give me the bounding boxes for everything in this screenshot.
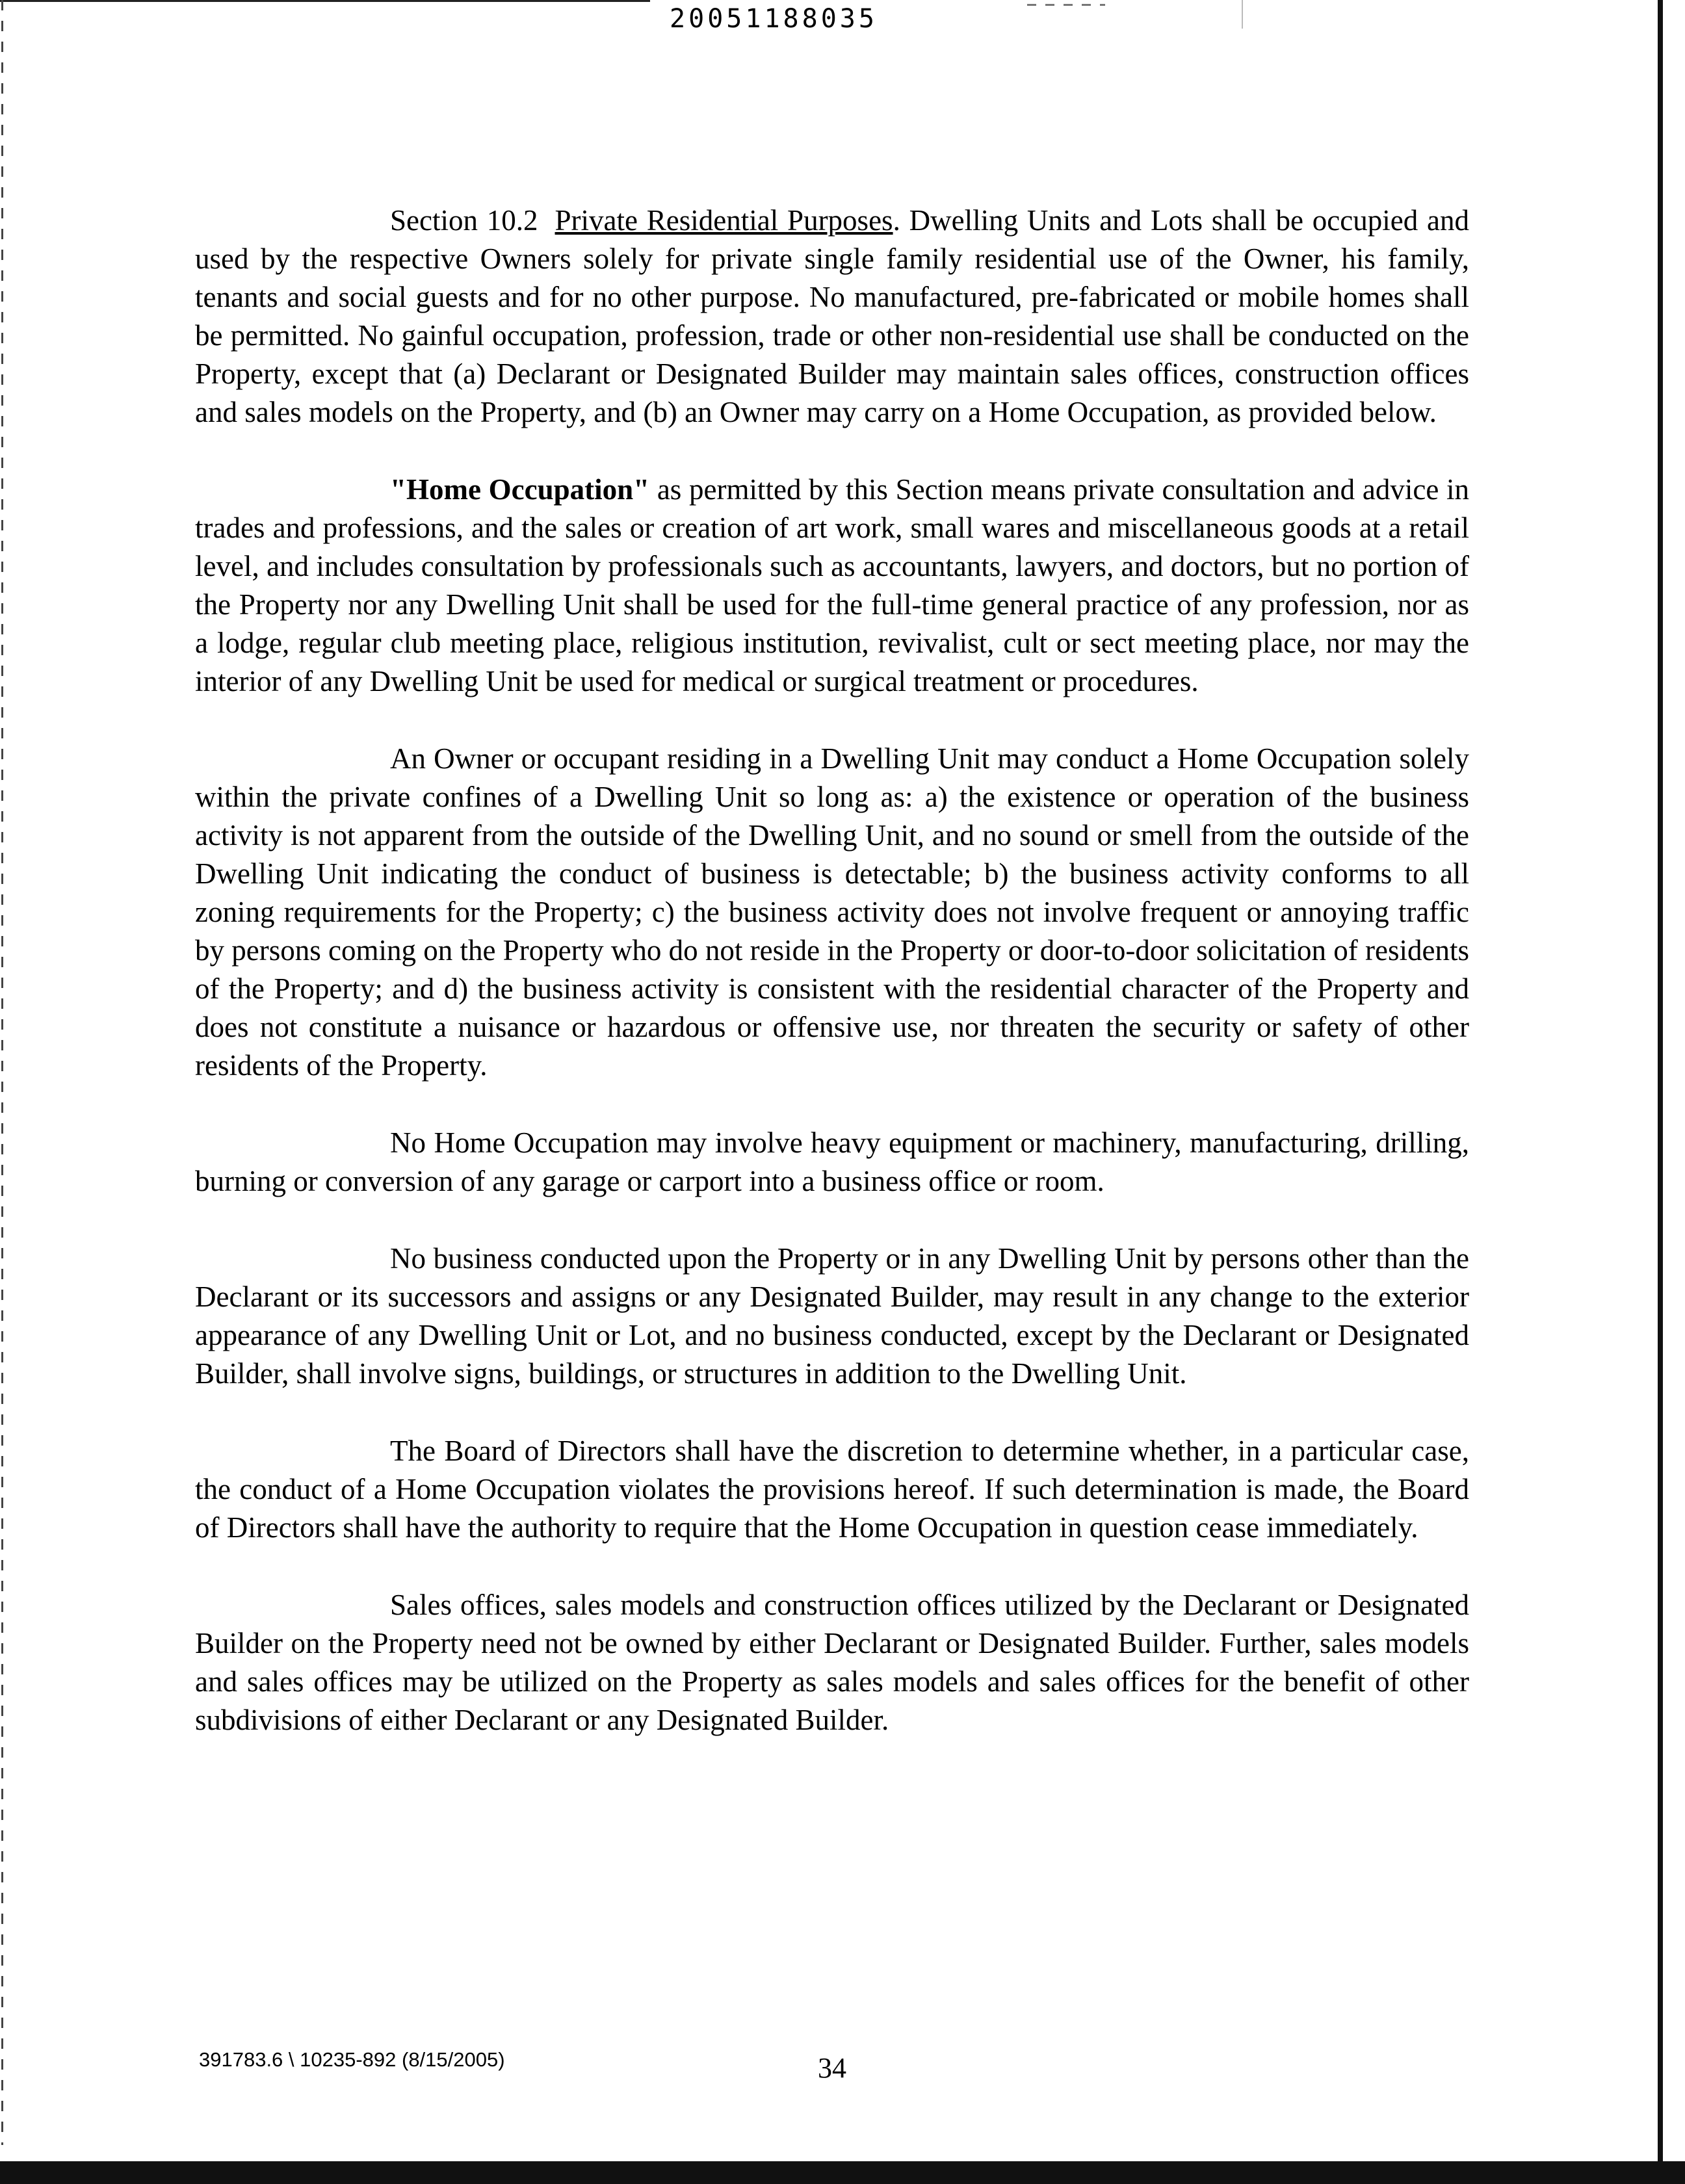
scan-border-left xyxy=(1,0,3,2145)
scan-border-top xyxy=(0,0,650,2)
body-paragraph: No business conducted upon the Property or in any Dwelling Unit by persons other than the Declarant or its successors and assigns or any Designated Builder, may result in any change to the exterior appearance of any Dwelling Unit or Lot, and no business conducted, except by the Declarant or Designated Builder, shall involve signs, buildings, or structures in addition to the Dwelling Unit. xyxy=(195,1242,1469,1390)
document-body xyxy=(195,202,1469,1778)
defined-term: "Home Occupation" xyxy=(390,473,650,506)
footer-reference: 391783.6 \ 10235-892 (8/15/2005) xyxy=(199,2048,505,2071)
section-number: Section 10.2 xyxy=(390,204,538,237)
section-title: Private Residential Purposes xyxy=(555,204,893,237)
section-paragraph xyxy=(195,202,1469,432)
page-number: 34 xyxy=(818,2052,846,2084)
scan-border-bottom xyxy=(0,2161,1685,2184)
body-paragraph: Sales offices, sales models and construction offices utilized by the Declarant or Designated Builder on the Property need not be owned by either Declarant or Designated Builder. Further, sales models and sales offices may be utilized on the Property as sales models and sales offices for the benefit of other subdivisions of either Declarant or any Designated Builder. xyxy=(195,1589,1469,1736)
body-paragraph: An Owner or occupant residing in a Dwelling Unit may conduct a Home Occupation solely within the private confines of a Dwelling Unit so long as: a) the existence or operation of the business activity is not apparent from the outside of the Dwelling Unit, and no sound or smell from the outside of the Dwelling Unit indicating the conduct of business is detectable; b) the business activity conforms to all zoning requirements for the Property; c) the business activity does not involve frequent or annoying traffic by persons coming on the Property who do not reside in the Property or door-to-door solicitation of residents of the Property; and d) the business activity is consistent with the residential character of the Property and does not constitute a nuisance or hazardous or offensive use, nor threaten the security or safety of other residents of the Property. xyxy=(195,742,1470,1082)
section-intro-text: . Dwelling Units and Lots shall be occupied and used by the respective Owners solely for private single family residential use of the Owner, his family, tenants and social guests and for no other purpose. No manufactured, pre-fabricated or mobile homes shall be permitted. No gainful occupation, profession, trade or other non-residential use shall be conducted on the Property, except that (a) Declarant or Designated Builder may maintain sales offices, construction offices and sales models on the Property, and (b) an Owner may carry on a Home Occupation, as provided below. xyxy=(195,204,1470,428)
body-paragraph: The Board of Directors shall have the discretion to determine whether, in a particular case, the conduct of a Home Occupation violates the provisions hereof. If such determination is made, the Board of Directors shall have the authority to require that the Home Occupation in question cease immediately. xyxy=(195,1435,1469,1544)
body-paragraph: No Home Occupation may involve heavy equipment or machinery, manufacturing, drilling, burning or conversion of any garage or carport into a business office or room. xyxy=(195,1126,1469,1197)
document-number: 20051188035 xyxy=(670,4,878,34)
definition-text: as permitted by this Section means private consultation and advice in trades and professions, and the sales or creation of art work, small wares and miscellaneous goods at a retail level, and includes consultation by professionals such as accountants, lawyers, and doctors, but no portion of the Property nor any Dwelling Unit shall be used for the full-time general practice of any profession, nor as a lodge, regular club meeting place, religious institution, revivalist, cult or sect meeting place, nor may the interior of any Dwelling Unit be used for medical or surgical treatment or procedures. xyxy=(195,473,1469,697)
scan-border-right xyxy=(1658,0,1663,2184)
definition-paragraph xyxy=(195,471,1469,701)
